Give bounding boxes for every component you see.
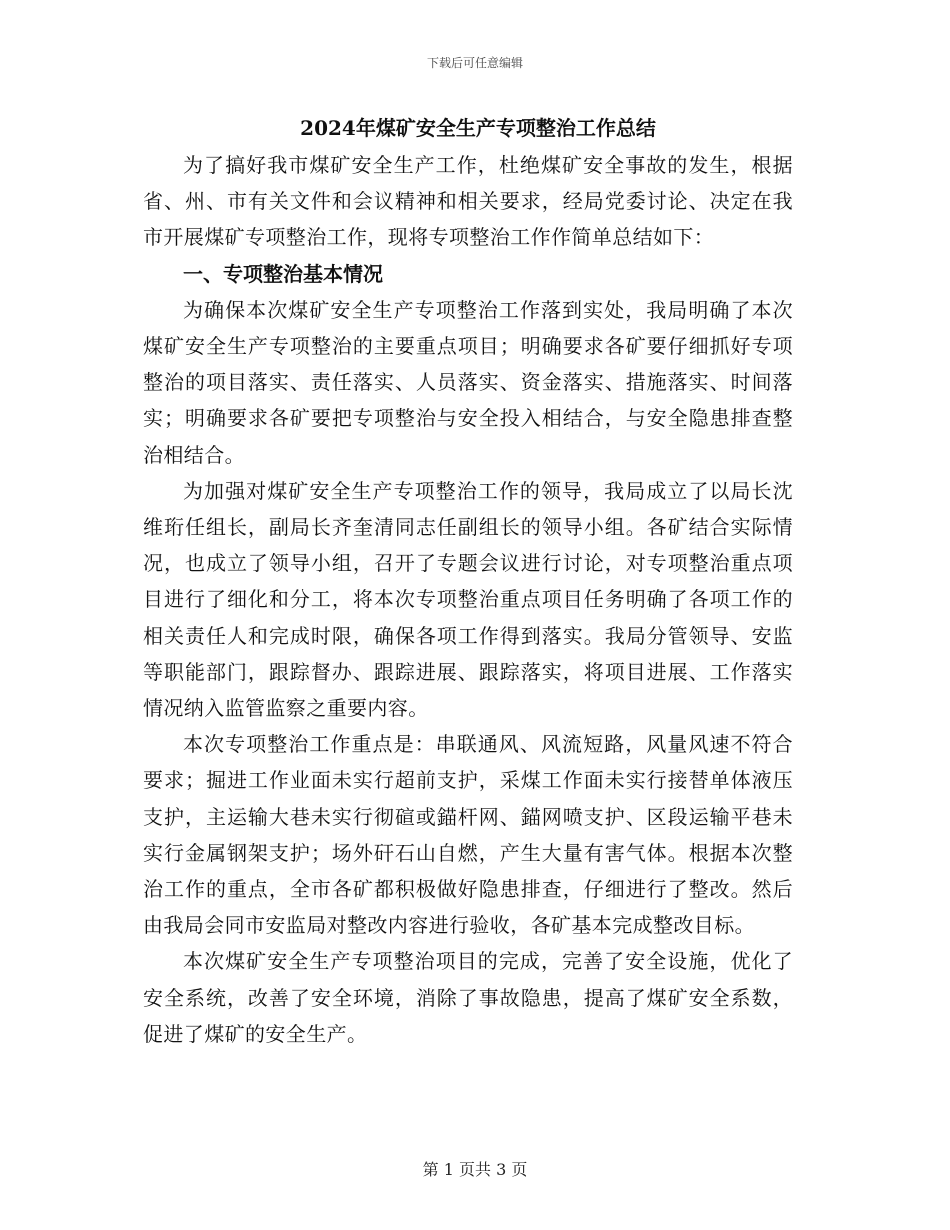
- intro-paragraph: 为了搞好我市煤矿安全生产工作，杜绝煤矿安全事故的发生，根据省、州、市有关文件和会议精神和相关要求，经局党委讨论、决定在我市开展煤矿专项整治工作，现将专项整治工作作简单总结如下：: [143, 153, 793, 250]
- header-note: 下载后可任意编辑: [426, 56, 523, 70]
- page-number: 第 1 页共 3 页: [422, 1160, 528, 1179]
- section-heading: 一、专项整治基本情况: [183, 261, 383, 286]
- body-paragraph: 为加强对煤矿安全生产专项整治工作的领导，我局成立了以局长沈维珩任组长，副局长齐奎清同志任副组长的领导小组。各矿结合实际情况，也成立了领导小组，召开了专题会议进行讨论，对专项整治重点项目进行了细化和分工，将本次专项整治重点项目任务明确了各项工作的相关责任人和完成时限，确保各项工作得到落实。我局分管领导、安监等职能部门，跟踪督办、跟踪进展、跟踪落实，将项目进展、工作落实情况纳入监管监察之重要内容。: [143, 478, 793, 721]
- body-paragraph: 本次煤矿安全生产专项整治项目的完成，完善了安全设施，优化了安全系统，改善了安全环境，消除了事故隐患，提高了煤矿安全系数，促进了煤矿的安全生产。: [143, 949, 793, 1046]
- body-paragraph: 本次专项整治工作重点是：串联通风、风流短路，风量风速不符合要求；掘进工作业面未实行超前支护，采煤工作面未实行接替单体液压支护，主运输大巷未实行彻碹或錨杆网、錨网喷支护、区段运输平巷未实行金属钢架支护；场外矸石山自燃，产生大量有害气体。根据本次整治工作的重点，全市各矿都积极做好隐患排查，仔细进行了整改。然后由我局会同市安监局对整改内容进行验收，各矿基本完成整改目标。: [143, 732, 793, 938]
- document-title: 2024年煤矿安全生产专项整治工作总结: [300, 116, 656, 140]
- body-paragraph: 为确保本次煤矿安全生产专项整治工作落到实处，我局明确了本次煤矿安全生产专项整治的主要重点项目；明确要求各矿要仔细抓好专项整治的项目落实、责任落实、人员落实、资金落实、措施落实、时间落实；明确要求各矿要把专项整治与安全投入相结合，与安全隐患排查整治相结合。: [143, 297, 793, 467]
- document-body: [143, 113, 793, 1052]
